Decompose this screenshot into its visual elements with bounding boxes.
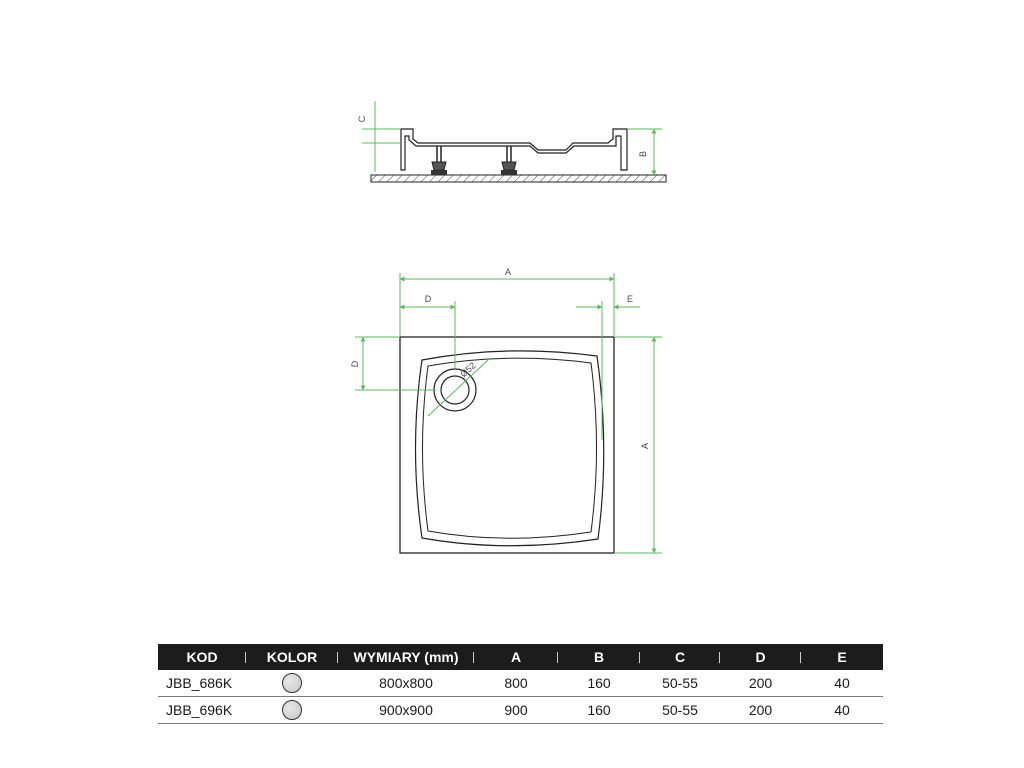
product-spec-table bbox=[158, 644, 883, 724]
floor-hatch bbox=[371, 175, 666, 182]
dim-label-e: E bbox=[626, 294, 634, 304]
dimension-drain-diameter bbox=[428, 360, 488, 416]
cell-d: 200 bbox=[720, 697, 801, 724]
dimension-c bbox=[362, 101, 400, 172]
header-c: C bbox=[640, 644, 720, 670]
side-view-drawing bbox=[357, 101, 666, 182]
cell-d: 200 bbox=[720, 670, 801, 697]
cell-b: 160 bbox=[558, 697, 640, 724]
dim-label-d-vertical: D bbox=[350, 360, 360, 368]
cell-c: 50-55 bbox=[640, 697, 720, 724]
header-b: B bbox=[558, 644, 640, 670]
dim-label-drain-diameter: Ø52 bbox=[458, 360, 478, 380]
top-view-drawing bbox=[350, 267, 662, 553]
table-row bbox=[158, 697, 883, 724]
cell-wymiary: 900x900 bbox=[338, 697, 474, 724]
dim-label-b: B bbox=[638, 150, 648, 158]
cell-kolor bbox=[246, 670, 338, 697]
color-swatch-grey bbox=[282, 700, 302, 720]
dim-label-a-vertical: A bbox=[640, 442, 650, 450]
cell-e: 40 bbox=[801, 670, 883, 697]
cell-b: 160 bbox=[558, 670, 640, 697]
cell-a: 800 bbox=[474, 670, 558, 697]
cell-kod: JBB_696K bbox=[158, 697, 246, 724]
tray-basin-inner bbox=[423, 358, 597, 538]
dim-label-a-horizontal: A bbox=[504, 267, 512, 277]
header-kod: KOD bbox=[158, 644, 246, 670]
dim-label-c: C bbox=[357, 115, 367, 123]
header-e: E bbox=[801, 644, 883, 670]
tray-foot-right bbox=[501, 146, 517, 175]
cell-wymiary: 800x800 bbox=[338, 670, 474, 697]
cell-kolor bbox=[246, 697, 338, 724]
header-wymiary: WYMIARY (mm) bbox=[338, 644, 474, 670]
cell-c: 50-55 bbox=[640, 670, 720, 697]
table-header-row bbox=[158, 644, 883, 670]
header-kolor: KOLOR bbox=[246, 644, 338, 670]
header-a: A bbox=[474, 644, 558, 670]
cell-a: 900 bbox=[474, 697, 558, 724]
dim-label-d-horizontal: D bbox=[424, 294, 432, 304]
tray-outline bbox=[400, 337, 614, 553]
cell-kod: JBB_686K bbox=[158, 670, 246, 697]
header-d: D bbox=[720, 644, 801, 670]
color-swatch-grey bbox=[282, 673, 302, 693]
cell-e: 40 bbox=[801, 697, 883, 724]
tray-basin-outer bbox=[416, 351, 604, 546]
tray-foot-left bbox=[431, 146, 447, 175]
dimension-lines-top bbox=[355, 273, 662, 553]
table-row bbox=[158, 670, 883, 697]
